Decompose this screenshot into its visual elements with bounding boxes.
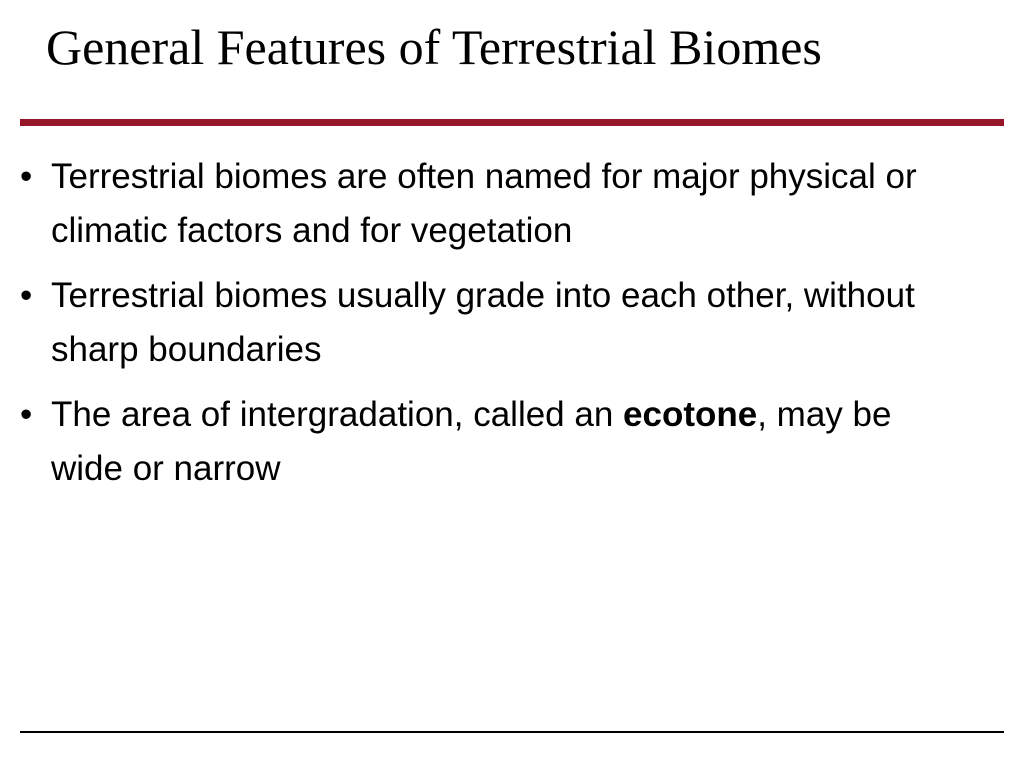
bullet-marker: • — [20, 276, 33, 315]
title-divider — [20, 119, 1004, 126]
bold-term: ecotone — [623, 395, 758, 434]
bullet-text: Terrestrial biomes usually grade into each other, without sharp boundaries — [51, 276, 915, 369]
slide-title: General Features of Terrestrial Biomes — [46, 19, 822, 75]
bullet-marker: • — [20, 395, 33, 434]
bullet-text: Terrestrial biomes are often named for major physical or climatic factors and for vegetation — [51, 157, 917, 250]
bullet-item — [20, 388, 960, 496]
bullet-item — [20, 150, 960, 258]
bullet-text-after: , may be wide or narrow — [51, 395, 892, 488]
bullet-text-before: The area of intergradation, called an — [51, 395, 624, 434]
footer-divider — [20, 731, 1004, 733]
bullet-list — [20, 150, 960, 507]
bullet-marker: • — [20, 157, 33, 196]
bullet-item — [20, 269, 960, 377]
